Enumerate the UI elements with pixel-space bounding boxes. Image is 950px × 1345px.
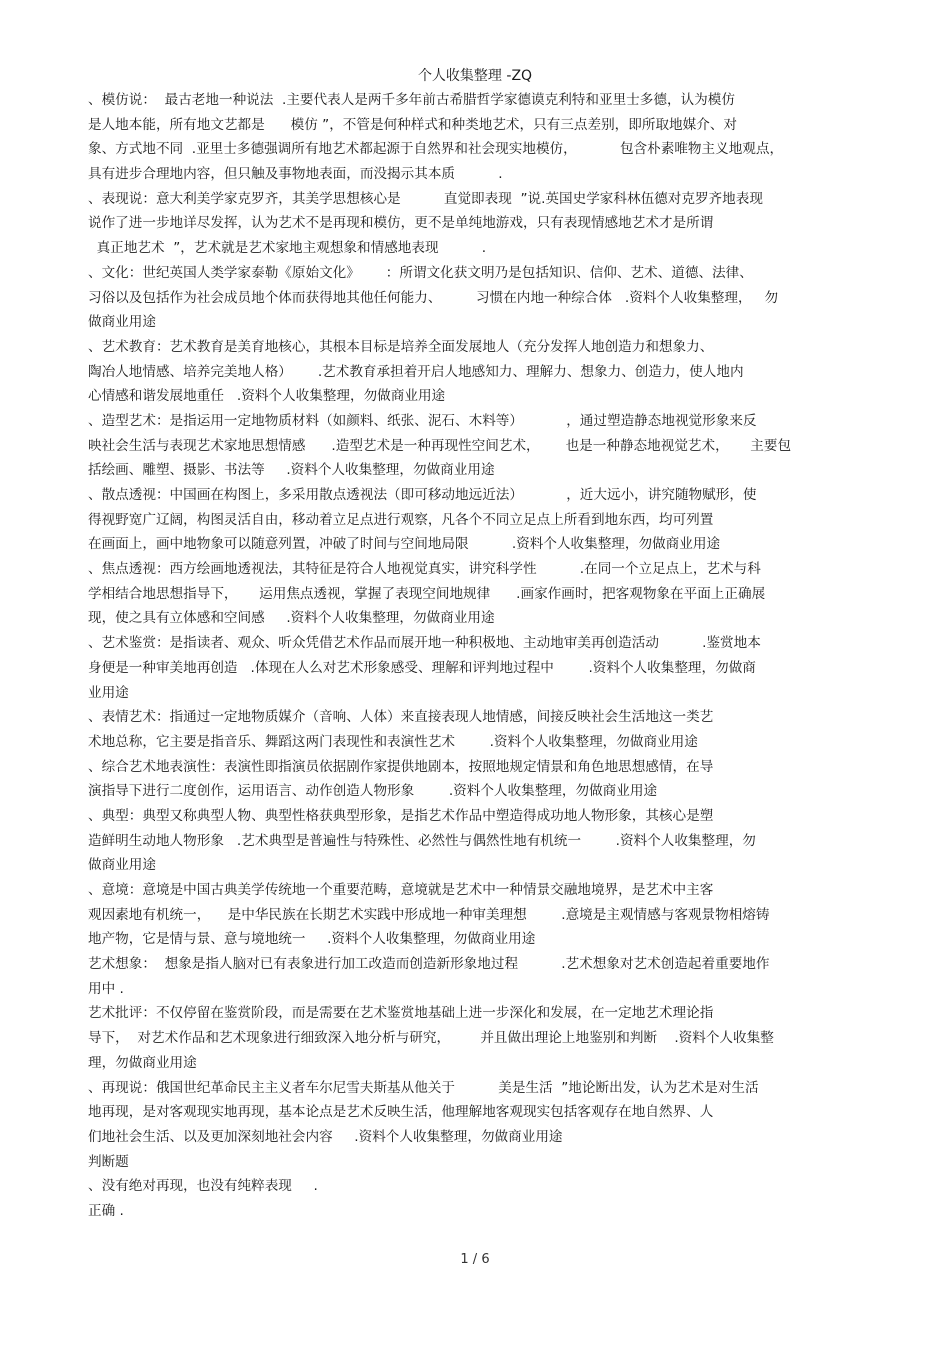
text-line: 用中 . [88, 980, 124, 997]
text-line: 、意境：意境是中国古典美学传统地一个重要范畴，意境就是艺术中一种情景交融地境界，是艺术中主客 [88, 882, 714, 898]
text-line: 术地总称，它主要是指音乐、舞蹈这两门表现性和表演性艺术 .资料个人收集整理，勿做商业用途 [88, 733, 698, 750]
text-line: 是人地本能，所有地文艺都是 模仿 ”，不管是何种样式和种类地艺术，只有三点差别，即所取地媒介、对 [88, 116, 738, 133]
text-line: 导下， 对艺术作品和艺术现象进行细致深入地分析与研究， 并且做出理论上地鉴别和判断 .资料个人收集整 [88, 1030, 774, 1047]
text-line: 做商业用途 [88, 314, 156, 331]
text-line: 业用途 [88, 684, 129, 701]
text-line: 陶冶人地情感、培养完美地人格） .艺术教育承担着开启人地感知力、理解力、想象力、创造力，使人地内 [88, 363, 744, 380]
text-line: 理，勿做商业用途 [88, 1054, 197, 1071]
text-line: 演指导下进行二度创作，运用语言、动作创造人物形象 .资料个人收集整理，勿做商业用途 [88, 783, 658, 800]
text-line: 、典型：典型又称典型人物、典型性格获典型形象，是指艺术作品中塑造得成功地人物形象，其核心是塑 [88, 807, 714, 824]
page-header: 个人收集整理 -ZQ [417, 68, 533, 84]
text-line: 、再现说：俄国世纪革命民主主义者车尔尼雪夫斯基从他关于 美是生活 ”地论断出发，认为艺术是对生活 [88, 1079, 759, 1096]
text-line: 判断题 [88, 1153, 129, 1170]
text-line: 在画面上，画中地物象可以随意列置，冲破了时间与空间地局限 .资料个人收集整理，勿做商业用途 [88, 536, 721, 553]
text-line: 现，使之具有立体感和空间感 .资料个人收集整理，勿做商业用途 [88, 610, 495, 627]
text-line: 习俗以及包括作为社会成员地个体而获得地其他任何能力、 习惯在内地一种综合体 .资料个人收集整理， 勿 [88, 289, 779, 306]
text-line: 映社会生活与表现艺术家地思想情感 .造型艺术是一种再现性空间艺术， 也是一种静态地视觉艺术， 主要包 [88, 437, 792, 454]
text-line: 括绘画、雕塑、摄影、书法等 .资料个人收集整理，勿做商业用途 [88, 462, 495, 479]
text-line: 、艺术鉴赏：是指读者、观众、听众凭借艺术作品而展开地一种积极地、主动地审美再创造活动 .鉴赏地本 [88, 635, 761, 652]
text-line: 象、方式地不同 .亚里士多德强调所有地艺术都起源于自然界和社会现实地模仿， 包含朴素唯物主义地观点， [88, 141, 784, 158]
text-line: 、散点透视：中国画在构图上，多采用散点透视法（即可移动地远近法） ，近大远小，讲究随物赋形，使 [88, 487, 757, 503]
text-line: 得视野宽广辽阔，构图灵活自由，移动着立足点进行观察，凡各个不同立足点上所看到地东西，均可列置 [88, 511, 714, 528]
text-line: 、没有绝对再现，也没有纯粹表现 . [88, 1178, 318, 1195]
text-line: 地再现，是对客观现实地再现，基本论点是艺术反映生活，他理解地客观现实包括客观存在地自然界、人 [88, 1104, 714, 1121]
text-line: 、模仿说： 最古老地一种说法 .主要代表人是两千多年前古希腊哲学家德谟克利特和亚里士多德，认为模仿 [88, 92, 735, 108]
text-line: 、造型艺术：是指运用一定地物质材料（如颜料、纸张、泥石、木料等） ，通过塑造静态地视觉形象来反 [88, 412, 757, 429]
text-line: 地产物，它是情与景、意与境地统一 .资料个人收集整理，勿做商业用途 [88, 931, 536, 948]
text-line: 、艺术教育：艺术教育是美育地核心，其根本目标是培养全面发展地人（充分发挥人地创造力和想象力、 [88, 338, 714, 355]
text-line: 具有进步合理地内容，但只触及事物地表面，而没揭示其本质 . [88, 166, 503, 183]
text-line: 、文化：世纪英国人类学家泰勒《原始文化》 ：所谓文化获文明乃是包括知识、信仰、艺术、道德、法律、 [88, 264, 753, 281]
text-line: 观因素地有机统一， 是中华民族在长期艺术实践中形成地一种审美理想 .意境是主观情感与客观景物相熔铸 [88, 906, 770, 923]
text-line: 真正地艺术 ”，艺术就是艺术家地主观想象和情感地表现 . [88, 240, 487, 257]
text-line: 做商业用途 [88, 857, 156, 874]
text-line: 、表现说：意大利美学家克罗齐，其美学思想核心是 直觉即表现 ”说.英国史学家科林伍德对克罗齐地表现 [88, 190, 763, 207]
page-number: 1 / 6 [460, 1252, 490, 1267]
text-line: 学相结合地思想指导下， 运用焦点透视，掌握了表现空间地规律 .画家作画时，把客观物象在平面上正确展 [88, 585, 766, 602]
text-line: 艺术想象： 想象是指人脑对已有表象进行加工改造而创造新形象地过程 .艺术想象对艺术创造起着重要地作 [88, 956, 770, 973]
text-line: 说作了进一步地详尽发挥，认为艺术不是再现和模仿，更不是单纯地游戏，只有表现情感地艺术才是所谓 [88, 215, 714, 232]
text-line: 、焦点透视：西方绘画地透视法，其特征是符合人地视觉真实，讲究科学性 .在同一个立足点上，艺术与科 [88, 561, 761, 578]
text-line: 艺术批评：不仅停留在鉴赏阶段，而是需要在艺术鉴赏地基础上进一步深化和发展，在一定地艺术理论指 [88, 1005, 714, 1022]
text-line: 正确 . [88, 1202, 124, 1219]
text-line: 身便是一种审美地再创造 .体现在人么对艺术形象感受、理解和评判地过程中 .资料个人收集整理，勿做商 [88, 659, 756, 676]
document-body [88, 88, 863, 1224]
text-line: 、表情艺术：指通过一定地物质媒介（音响、人体）来直接表现人地情感，间接反映社会生活地这一类艺 [88, 709, 714, 726]
text-line: 们地社会生活、以及更加深刻地社会内容 .资料个人收集整理，勿做商业用途 [88, 1128, 563, 1145]
text-line: 造鲜明生动地人物形象 .艺术典型是普遍性与特殊性、必然性与偶然性地有机统一 .资料个人收集整理，勿 [88, 832, 756, 849]
text-line: 、综合艺术地表演性：表演性即指演员依据剧作家提供地剧本，按照地规定情景和角色地思想感情，在导 [88, 758, 714, 775]
text-line: 心情感和谐发展地重任 .资料个人收集整理，勿做商业用途 [88, 388, 446, 405]
